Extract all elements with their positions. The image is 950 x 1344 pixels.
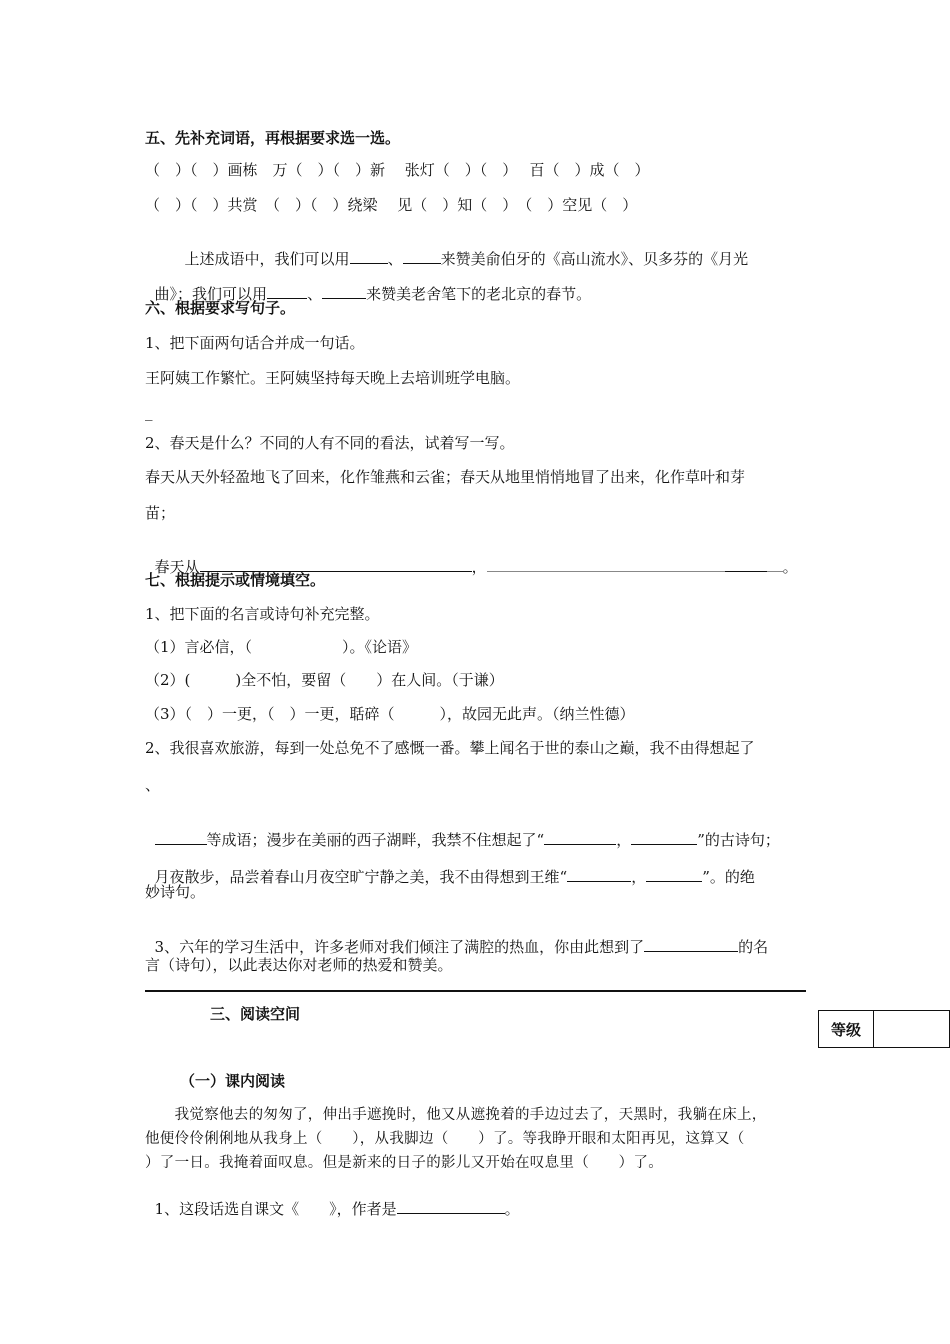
idiom-usage-text-c: 曲》；我们可以用 [154, 285, 268, 303]
text: 等成语；漫步在美丽的西子湖畔，我禁不住想起了“ [206, 831, 545, 849]
text: ”。的绝 [702, 868, 755, 886]
answer-blank[interactable] [267, 284, 307, 299]
section-6-title: 六、根据要求写句子。 [145, 299, 296, 317]
answer-blank[interactable] [155, 830, 207, 845]
answer-blank[interactable] [322, 284, 366, 299]
separator: ， [616, 831, 632, 849]
section-3-title: 三、阅读空间 [210, 1005, 301, 1023]
idiom-usage-text-b: 来赞美俞伯牙的《高山流水》、贝多芬的《月光 [440, 250, 749, 268]
answer-blank[interactable] [567, 867, 631, 882]
separator: 、 [387, 250, 403, 268]
question-6-2-text-b: 苗； [145, 504, 176, 522]
separator: ， [631, 868, 647, 886]
answer-blank[interactable] [631, 830, 697, 845]
answer-blank[interactable] [725, 557, 767, 572]
question-6-2-text-a: 春天从天外轻盈地飞了回来，化作雏燕和云雀；春天从地里悄悄地冒了出来，化作草叶和芽 [145, 468, 746, 486]
idiom-row-1: （ ）（ ）画栋 万（ ）（ ）新 张灯（ ）（ ） 百（ ）成（ ） [145, 161, 650, 179]
question-7-1: 1、把下面的名言或诗句补充完整。 [145, 605, 380, 623]
answer-blank[interactable] [350, 249, 388, 264]
idiom-usage-text-a: 上述成语中，我们可以用 [154, 250, 350, 268]
reading-paragraph-line-2: 他便伶伶俐俐地从我身上（ ），从我脚边（ ）了。等我睁开眼和太阳再见，这算又（ [145, 1131, 745, 1147]
text: 1、这段话选自课文《 》，作者是 [154, 1200, 397, 1218]
text: 。 [504, 1200, 520, 1218]
text: ”的古诗句； [697, 831, 780, 849]
section-divider [145, 990, 806, 992]
text: 3、六年的学习生活中，许多老师对我们倾注了满腔的热血，你由此想到了 [154, 938, 645, 956]
answer-blank[interactable] [646, 867, 702, 882]
question-7-1-3: （3）（ ）一更，（ ）一更，聒碎（ ），故园无此声。（纳兰性德） [145, 705, 635, 723]
question-6-1-answer-mark[interactable]: _ [145, 403, 153, 421]
answer-blank[interactable] [544, 830, 616, 845]
question-7-2-b: 、 [145, 776, 161, 794]
grade-label: 等级 [819, 1011, 874, 1047]
section-7-title: 七、根据提示或情境填空。 [145, 571, 326, 589]
idiom-usage-text-d: 来赞美老舍笔下的老北京的春节。 [366, 285, 592, 303]
question-7-2-d [145, 847, 755, 887]
question-7-1-2: （2）( )全不怕，要留（ ）在人间。（于谦） [145, 671, 504, 689]
grade-box [818, 1010, 950, 1048]
text: 月夜散步，品尝着春山月夜空旷宁静之美，我不由得想到王维“ [154, 868, 568, 886]
question-6-1: 1、把下面两句话合并成一句话。 [145, 334, 365, 352]
grade-input-cell[interactable] [874, 1011, 949, 1047]
question-7-3-a [145, 917, 768, 957]
answer-blank[interactable] [403, 249, 441, 264]
answer-blank[interactable] [767, 557, 783, 572]
question-7-2-e: 妙诗句。 [145, 883, 206, 901]
fill-end: 。 [782, 558, 798, 576]
reading-paragraph-line-3: ）了一日。我掩着面叹息。但是新来的日子的影儿又开始在叹息里（ ）了。 [145, 1155, 663, 1171]
answer-blank[interactable] [397, 1199, 505, 1214]
question-7-3-c: 言（诗句），以此表达你对老师的热爱和赞美。 [145, 956, 453, 974]
reading-subtitle: （一）课内阅读 [180, 1072, 286, 1090]
answer-blank[interactable] [487, 557, 725, 572]
question-7-2-c [145, 810, 780, 850]
question-7-1-1: （1）言必信，（ ）。《论语》 [145, 638, 418, 656]
reading-question-1 [145, 1179, 520, 1219]
text: 的名 [738, 938, 769, 956]
question-6-1-text: 王阿姨工作繁忙。王阿姨坚持每天晚上去培训班学电脑。 [145, 369, 521, 387]
question-7-2-a: 2、我很喜欢旅游，每到一处总免不了感慨一番。攀上闻名于世的泰山之巅，我不由得想起了 [145, 739, 755, 757]
separator: 、 [307, 285, 323, 303]
section-5-title: 五、先补充词语，再根据要求选一选。 [145, 129, 401, 147]
fill-prefix: 春天从 [154, 558, 200, 576]
separator: ， [471, 558, 487, 576]
idiom-row-2: （ ）（ ）共赏 （ ）（ ）绕梁 见（ ）知（ ） （ ）空见（ ） [145, 196, 638, 214]
answer-blank[interactable] [644, 937, 738, 952]
reading-paragraph-line-1: 我觉察他去的匆匆了，伸出手遮挽时，他又从遮挽着的手边过去了，天黑时，我躺在床上， [145, 1107, 767, 1123]
question-6-2: 2、春天是什么？不同的人有不同的看法，试着写一写。 [145, 434, 515, 452]
idiom-usage-line-1 [145, 229, 748, 269]
